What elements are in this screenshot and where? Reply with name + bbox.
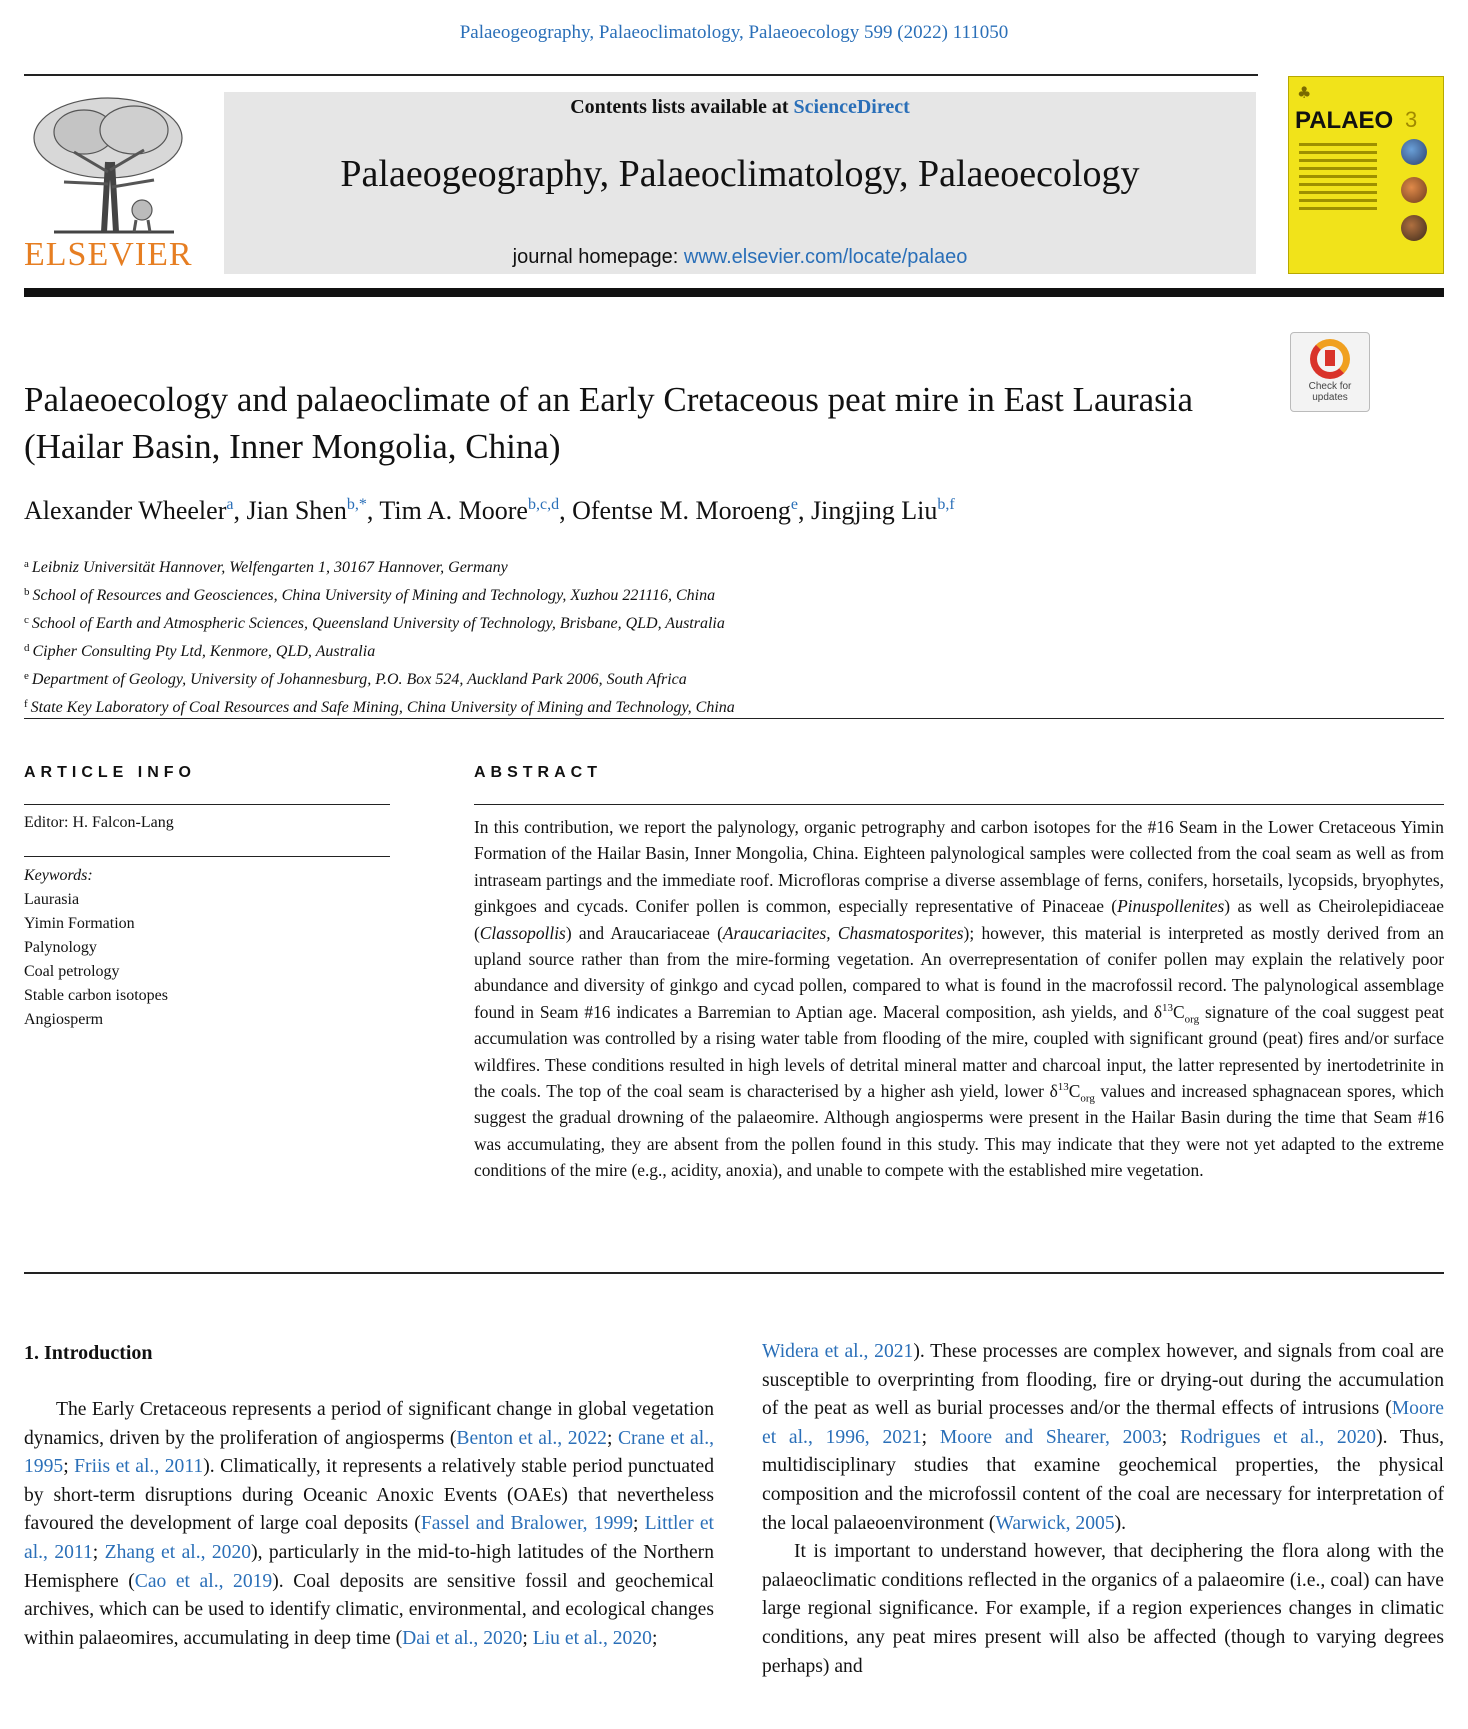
- publisher-name: ELSEVIER: [24, 236, 193, 273]
- cover-title: PALAEO: [1295, 107, 1394, 134]
- keyword-item: Palynology: [24, 939, 97, 956]
- abstract-heading: ABSTRACT: [474, 764, 602, 781]
- author-affiliation-marker[interactable]: b,*: [346, 496, 367, 513]
- author-separator: ,: [797, 496, 811, 525]
- affiliation-item: [24, 692, 735, 720]
- reference-link[interactable]: Moore et al., 1996, 2021: [762, 1398, 1444, 1448]
- author-list: [24, 496, 955, 526]
- cover-number: 3: [1405, 107, 1418, 132]
- author-name[interactable]: Jian Shen: [246, 496, 347, 525]
- cover-text-lines: [1299, 143, 1377, 215]
- affiliation-marker: a: [24, 558, 29, 570]
- introduction-right-column: [762, 1338, 1444, 1681]
- reference-link[interactable]: Littler et al., 2011: [24, 1513, 714, 1563]
- author-name[interactable]: Tim A. Moore: [379, 496, 528, 525]
- cover-globe-icon: [1401, 177, 1427, 203]
- affiliation-text: Department of Geology, University of Johannesburg, P.O. Box 524, Auckland Park 2006, South Africa: [31, 671, 687, 688]
- author-name[interactable]: Ofentse M. Moroeng: [572, 496, 791, 525]
- reference-link[interactable]: Moore and Shearer, 2003: [939, 1426, 1162, 1448]
- reference-link[interactable]: Friis et al., 2011: [74, 1456, 204, 1478]
- reference-link[interactable]: Crane et al., 1995: [24, 1427, 714, 1478]
- reference-link[interactable]: Warwick, 2005: [995, 1512, 1115, 1534]
- keyword-item: Coal petrology: [24, 963, 120, 980]
- check-updates-label: Check for updates: [1308, 381, 1352, 403]
- header-top-rule: [24, 74, 1258, 76]
- reference-link[interactable]: Benton et al., 2022: [456, 1427, 607, 1449]
- affiliation-text: State Key Laboratory of Coal Resources and Safe Mining, China University of Mining and Technology, China: [30, 699, 735, 716]
- reference-link[interactable]: Dai et al., 2020: [402, 1627, 523, 1649]
- cover-globe-icon: [1401, 139, 1427, 165]
- check-updates-icon: [1310, 339, 1350, 379]
- journal-title: Palaeogeography, Palaeoclimatology, Palaeoecology: [340, 153, 1140, 195]
- author-affiliation-marker[interactable]: a: [226, 496, 234, 513]
- affiliations-rule: [24, 718, 1444, 719]
- homepage-prefix: journal homepage:: [512, 246, 684, 268]
- affiliation-item: [24, 552, 735, 580]
- affiliation-item: [24, 664, 735, 692]
- cover-tree-icon: ♣: [1297, 83, 1312, 102]
- journal-cover-thumbnail[interactable]: [1288, 76, 1444, 274]
- abstract-rule: [474, 804, 1444, 805]
- author-separator: ,: [366, 496, 380, 525]
- author-affiliation-marker[interactable]: b,c,d: [527, 496, 560, 513]
- affiliation-marker: b: [24, 586, 30, 598]
- affiliation-text: Leibniz Universität Hannover, Welfengarten 1, 30167 Hannover, Germany: [31, 559, 508, 576]
- reference-link[interactable]: Zhang et al., 2020: [104, 1541, 252, 1563]
- author-separator: ,: [233, 496, 247, 525]
- contents-prefix: Contents lists available at: [570, 96, 794, 118]
- article-title: Palaeoecology and palaeoclimate of an Early Cretaceous peat mire in East Laurasia (Hailar Basin, Inner Mongolia, China): [24, 380, 1194, 466]
- author-name[interactable]: Alexander Wheeler: [24, 496, 227, 525]
- introduction-paragraph-1-continued: Widera et al., 2021). These processes are complex however, and signals from coal are susceptible to overprinting from flooding, fire or drying-out during the accumulation of the peat as well as burial processes and/or the thermal effects of intrusions (Moore et al., 1996, 2021; Moore and Shearer, 2003; Rodrigues et al., 2020). Thus, multidisciplinary studies that examine geochemical properties, the physical composition and the microfossil content of the coal are necessary for interpretation of the local palaeoenvironment (Warwick, 2005).: [762, 1341, 1445, 1534]
- author-affiliation-marker[interactable]: e: [790, 496, 798, 513]
- elsevier-logo: [24, 92, 192, 276]
- reference-link[interactable]: Widera et al., 2021: [762, 1341, 914, 1362]
- keywords-rule: [24, 856, 390, 857]
- reference-link[interactable]: Fassel and Bralower, 1999: [420, 1513, 633, 1535]
- check-for-updates-button[interactable]: [1290, 332, 1370, 412]
- affiliation-text: Cipher Consulting Pty Ltd, Kenmore, QLD, Australia: [32, 643, 376, 660]
- reference-link[interactable]: Cao et al., 2019: [134, 1570, 273, 1592]
- article-info-rule: [24, 804, 390, 805]
- keyword-item: Yimin Formation: [24, 915, 135, 932]
- affiliation-marker: e: [24, 670, 29, 682]
- affiliation-text: School of Earth and Atmospheric Sciences, Queensland University of Technology, Brisbane, QLD, Australia: [31, 615, 725, 632]
- contents-availability: [224, 96, 1256, 119]
- affiliation-item: [24, 608, 735, 636]
- affiliation-item: [24, 636, 735, 664]
- affiliation-item: [24, 580, 735, 608]
- reference-link[interactable]: Rodrigues et al., 2020: [1180, 1426, 1377, 1448]
- cover-globe-icon: [1401, 215, 1427, 241]
- keywords-block: [24, 864, 168, 1032]
- article-info-heading: ARTICLE INFO: [24, 764, 196, 781]
- journal-homepage: [224, 246, 1256, 269]
- affiliation-marker: c: [24, 614, 29, 626]
- keyword-item: Laurasia: [24, 891, 80, 908]
- sciencedirect-link[interactable]: ScienceDirect: [793, 96, 910, 118]
- introduction-heading: 1. Introduction: [24, 1342, 153, 1364]
- abstract-bottom-rule: [24, 1272, 1444, 1274]
- keyword-item: Stable carbon isotopes: [24, 987, 168, 1004]
- affiliation-marker: f: [24, 698, 28, 710]
- affiliation-list: [24, 552, 735, 720]
- introduction-paragraph-1: The Early Cretaceous represents a period of significant change in global vegetation dynamics, driven by the proliferation of angiosperms (Benton et al., 2022; Crane et al., 1995; Friis et al., 2011). Climatically, it represents a relatively stable period punctuated by short-term disruptions during Oceanic Anoxic Events (OAEs) that nevertheless favoured the development of large coal deposits (Fassel and Bralower, 1999; Littler et al., 2011; Zhang et al., 2020), particularly in the mid-to-high latitudes of the Northern Hemisphere (Cao et al., 2019). Coal deposits are sensitive fossil and geochemical archives, which can be used to identify climatic, environmental, and ecological changes within palaeomires, accumulating in deep time (Dai et al., 2020; Liu et al., 2020;: [24, 1399, 715, 1649]
- introduction-paragraph-2: It is important to understand however, that deciphering the flora along with the palaeoclimatic conditions reflected in the organics of a palaeomire (i.e., coal) can have large regional significance. For example, if a region experiences changes in climatic conditions, any peat mires present will also be affected (though to varying degrees perhaps) and: [762, 1541, 1444, 1677]
- elsevier-tree-icon: [24, 92, 192, 242]
- keyword-item: Angiosperm: [24, 1011, 104, 1028]
- author-name[interactable]: Jingjing Liu: [810, 496, 938, 525]
- author-affiliation-marker[interactable]: b,f: [937, 496, 955, 513]
- affiliation-marker: d: [24, 642, 30, 654]
- journal-banner: [224, 92, 1256, 274]
- abstract-text: In this contribution, we report the palynology, organic petrography and carbon isotopes for the #16 Seam in the Lower Cretaceous Yimin Formation of the Hailar Basin, Inner Mongolia, China. Eighteen palynological samples were collected from the coal seam as well as from intraseam partings and the immediate roof. Microfloras comprise a diverse assemblage of ferns, conifers, horsetails, lycopsids, bryophytes, ginkgoes and cycads. Conifer pollen is common, especially representative of Pinaceae (Pinuspollenites) as well as Cheirolepidiaceae (Classopollis) and Araucariaceae (Araucariacites, Chasmatosporites); however, this material is interpreted as mostly derived from an upland source rather than from the mire-forming vegetation. An overrepresentation of conifer pollen may explain the relatively poor abundance and diversity of ginkgo and cycad pollen, compared to what is found in the macrofossil record. The palynological assemblage found in Seam #16 indicates a Barremian to Aptian age. Maceral composition, ash yields, and $\delta^{13}C_{org}$ signature of the coal suggest peat accumulation was controlled by a rising water table from flooding of the mire, coupled with significant ground (peat) fires and/or surface wildfires. These conditions resulted in high levels of detrital mineral matter and charcoal input, the latter represented by inertodetrinite in the coals. The top of the coal seam is characterised by a higher ash yield, lower $\delta^{13}C_{org}$ values and increased sphagnacean spores, which suggest the gradual drowning of the palaeomire. Although angiosperms were present in the Hailar Basin during the time that Seam #16 was accumulating, they are absent from the pollen found in this study. This may indicate that they were not yet adapted to the extreme conditions of the mire (e.g., acidity, anoxia), and unable to compete with the established mire vegetation.: [474, 817, 1445, 1181]
- header-bottom-rule: [24, 288, 1444, 297]
- keywords-label: Keywords:: [24, 867, 93, 884]
- reference-link[interactable]: Liu et al., 2020: [532, 1627, 652, 1649]
- affiliation-text: School of Resources and Geosciences, China University of Mining and Technology, Xuzhou 221116, China: [32, 587, 716, 604]
- journal-citation-link[interactable]: Palaeogeography, Palaeoclimatology, Palaeoecology 599 (2022) 111050: [459, 22, 1009, 43]
- journal-homepage-link[interactable]: www.elsevier.com/locate/palaeo: [683, 246, 968, 268]
- editor-line: Editor: H. Falcon-Lang: [24, 814, 174, 831]
- author-separator: ,: [559, 496, 573, 525]
